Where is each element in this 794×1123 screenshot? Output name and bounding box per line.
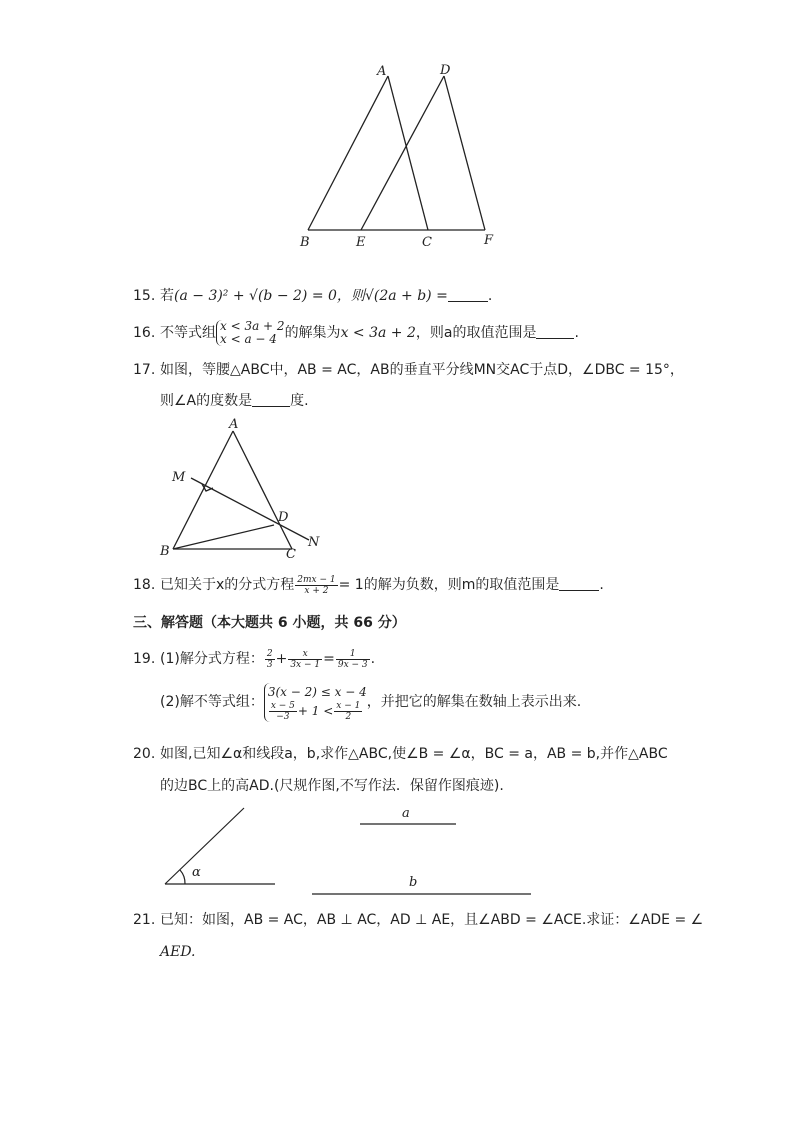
answer-blank xyxy=(536,324,574,339)
system-line-2: x < a − 4 xyxy=(220,332,277,346)
q16-end: . xyxy=(574,325,579,341)
question-number: 17. xyxy=(133,362,156,378)
question-20 xyxy=(133,744,668,764)
q17-line2a: 则∠A的度数是 xyxy=(160,393,253,409)
denominator: 3x − 1 xyxy=(290,659,321,670)
fraction xyxy=(334,701,362,722)
q21-line2: AED. xyxy=(160,944,196,960)
question-19-part1 xyxy=(133,646,375,672)
system-line-1: x < 3a + 2 xyxy=(220,319,285,333)
fraction-2 xyxy=(288,649,322,670)
figure-triangles-abc-def xyxy=(295,58,505,253)
question-17-line2 xyxy=(160,391,309,411)
q16-post: ，则a的取值范围是 xyxy=(415,325,537,341)
label-b: B xyxy=(160,544,170,559)
question-18 xyxy=(133,573,604,597)
numerator: 1 xyxy=(336,649,370,660)
question-number: 21. xyxy=(133,912,156,928)
q16-expr: x < 3a + 2 xyxy=(340,325,416,341)
denominator: −3 xyxy=(276,711,290,722)
q21-line1: 已知：如图，AB = AC，AB ⊥ AC，AD ⊥ AE，且∠ABD = ∠ACE.求证：∠ADE = ∠ xyxy=(160,912,704,928)
segment-b-label: b xyxy=(409,875,418,890)
label-n: N xyxy=(308,535,320,550)
fraction-1 xyxy=(265,649,275,670)
question-16 xyxy=(133,318,579,348)
q19-p2-post: ，并把它的解集在数轴上表示出来. xyxy=(366,694,582,710)
q18-pre: 已知关于x的分式方程 xyxy=(160,577,295,593)
q18-post: = 1的解为负数，则m的取值范围是 xyxy=(338,577,560,593)
q17-line1: 如图，等腰△ABC中，AB = AC，AB的垂直平分线MN交AC于点D，∠DBC = 15°， xyxy=(160,362,684,378)
q19-p2-pre: (2)解不等式组： xyxy=(160,694,264,710)
question-number: 20. xyxy=(133,746,156,762)
label-a: A xyxy=(377,64,387,79)
denominator: 3 xyxy=(266,659,273,670)
inequality-system xyxy=(264,683,367,722)
label-f: F xyxy=(484,233,494,248)
question-15 xyxy=(133,286,492,306)
label-b: B xyxy=(300,235,310,250)
numerator: x − 5 xyxy=(270,700,295,711)
numerator: x − 1 xyxy=(336,700,361,711)
question-number: 15. xyxy=(133,288,156,304)
label-e: E xyxy=(356,235,366,250)
q19-p1-pre: (1)解分式方程： xyxy=(160,651,264,667)
question-21-line2 xyxy=(160,942,196,962)
denominator: 9x − 3 xyxy=(337,659,368,670)
inequality-system xyxy=(216,320,285,346)
alpha-label: α xyxy=(192,865,201,880)
q20-line1: 如图,已知∠α和线段a，b,求作△ABC,使∠B = ∠α，BC = a，AB = b,并作△ABC xyxy=(160,746,668,762)
segment-a-label: a xyxy=(402,806,410,821)
question-number: 18. xyxy=(133,577,156,593)
q15-pre: 若 xyxy=(160,288,174,304)
question-20-line2 xyxy=(160,776,504,796)
q20-line2: 的边BC上的高AD.(尺规作图,不写作法．保留作图痕迹). xyxy=(160,778,504,794)
system-line-1: 3(x − 2) ≤ x − 4 xyxy=(267,684,367,699)
answer-blank xyxy=(448,287,488,302)
q15-expr2: √(2a + b) = xyxy=(364,288,448,304)
denominator: 2 xyxy=(345,711,352,722)
label-d: D xyxy=(440,63,451,78)
answer-blank xyxy=(559,576,599,591)
equals-sign: = xyxy=(323,651,335,667)
question-17 xyxy=(133,360,684,380)
answer-blank xyxy=(252,392,290,407)
label-m: M xyxy=(172,470,186,485)
fraction-3 xyxy=(336,649,370,670)
system-line-2 xyxy=(268,701,367,722)
numerator: x xyxy=(288,649,322,660)
plus-sign: + xyxy=(275,651,288,667)
numerator: 2 xyxy=(266,648,273,659)
question-19-part2 xyxy=(160,680,581,724)
question-number: 19. xyxy=(133,651,156,667)
fraction xyxy=(269,701,297,722)
section-heading: 三、解答题（本大题共 6 小题，共 66 分） xyxy=(133,615,406,631)
label-a: A xyxy=(229,417,239,432)
q15-end: . xyxy=(487,288,493,304)
label-d: D xyxy=(278,510,289,525)
question-21 xyxy=(133,910,703,930)
q16-mid: 的解集为 xyxy=(284,325,341,341)
q17-line2b: 度. xyxy=(290,393,309,409)
q18-end: . xyxy=(599,577,604,593)
figure-angle-and-segments xyxy=(160,800,540,900)
question-number: 16. xyxy=(133,325,156,341)
label-c: C xyxy=(422,235,432,250)
figure-isosceles-triangle xyxy=(155,415,330,565)
fraction xyxy=(295,575,337,596)
q16-pre: 不等式组 xyxy=(160,325,216,341)
label-c: C xyxy=(286,547,296,562)
denominator: x + 2 xyxy=(304,585,329,596)
numerator: 2mx − 1 xyxy=(297,574,336,585)
q19-end: . xyxy=(370,651,376,667)
system-mid: + 1 < xyxy=(297,703,334,718)
q15-expr1: (a − 3)² + √(b − 2) = 0，则 xyxy=(174,288,365,304)
